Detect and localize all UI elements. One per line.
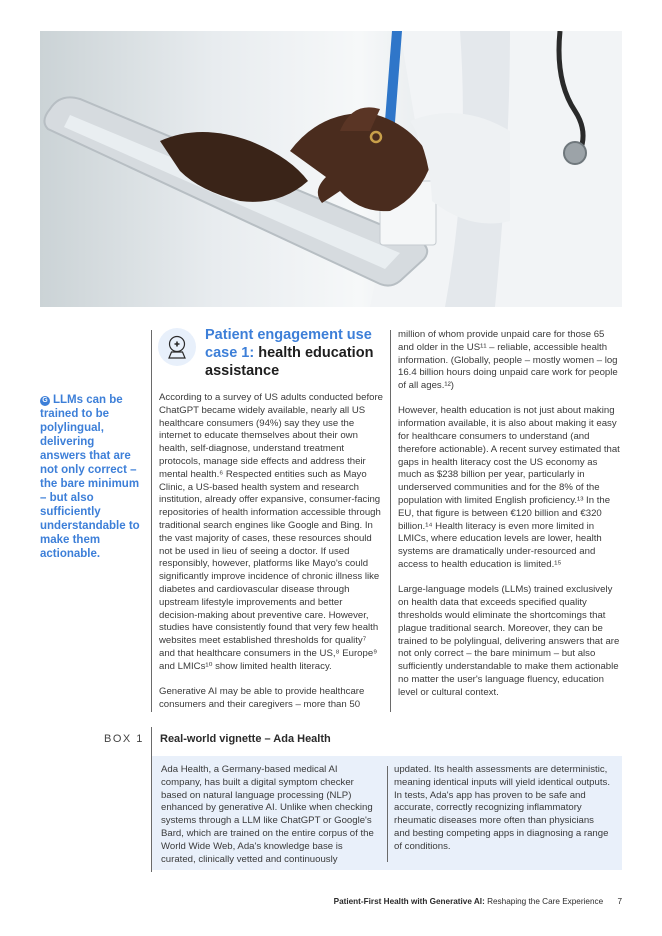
box-column-2: [394, 764, 612, 854]
box-label: BOX 1: [104, 733, 144, 745]
left-paragraph-1: According to a survey of US adults conducted before ChatGPT became widely available, nearly all US healthcare consumers (94%) say they use the internet to educate themselves about their own health, self-diagnose, understand treatment protocols, manage side effects and address their mental health.⁶ Respected entities such as Mayo Clinic, a US-based health system and research institution, already offer expansive, consumer-facing repositories of health information accessible through traditional search engines like Google and Bing. In the vast majority of cases, these resources should not be used in lieu of seeing a doctor. If used responsibly, however, platforms like Mayo's could significantly improve incidence of chronic illness like diabetes and cardiovascular disease through upstream lifestyle improvements and better decision-making about preventive care. However, studies have consistently found that very few health websites meet established thresholds for quality⁷ and that healthcare consumers in the US,⁸ Europe⁹ and LMICs¹⁰ show limited health literacy.: [159, 392, 383, 672]
middle-column-rule: [390, 330, 391, 712]
right-column: [398, 329, 622, 712]
section-heading-blue: Patient engagement use case 1:: [205, 327, 372, 361]
left-column-rule: [151, 330, 152, 712]
box-paragraph-2: updated. Its health assessments are deterministic, meaning identical inputs will yield identical outputs. In tests, Ada's app has proven to be safe and accurate, correctly recognizing inflammatory rheumatic diseases more often than physicians and besting competing apps in diagnosing a range of conditions.: [394, 764, 610, 852]
patient-engagement-icon: [158, 328, 196, 366]
section-heading: [205, 326, 385, 380]
footer-title-rest: Reshaping the Care Experience: [487, 897, 604, 906]
left-paragraph-2: Generative AI may be able to provide healthcare consumers and their caregivers – more than 50: [159, 686, 365, 710]
right-paragraph-1: million of whom provide unpaid care for those 65 and older in the US¹¹ – reliable, accessible health information. (Globally, people – mostly women – log 16.4 billion hours doing unpaid care work for people of all ages.¹²): [398, 329, 618, 392]
info-badge-icon: G: [40, 396, 50, 406]
pull-quote: [40, 393, 142, 561]
hero-photo-illustration: [40, 31, 622, 307]
pull-quote-text: LLMs can be trained to be polylingual, delivering answers that are not only correct – the bare minimum – but also sufficiently understandable to make them actionable.: [40, 394, 140, 560]
page-number: 7: [617, 897, 622, 906]
right-paragraph-3: Large-language models (LLMs) trained exclusively on health data that exceeds specified quality thresholds would eliminate the shortcomings that plague traditional search. Moreover, they can be trained to be polylingual, delivering answers that are not only correct – the bare minimum – but also sufficiently understandable to make them actionable no matter the user's language fluency, education level or cultural context.: [398, 584, 620, 698]
left-column: [159, 392, 383, 724]
box-column-divider: [387, 766, 388, 862]
page-footer: [334, 897, 622, 906]
footer-title-bold: Patient-First Health with Generative AI:: [333, 897, 485, 906]
hero-photo: [40, 31, 622, 307]
right-paragraph-2: However, health education is not just about making information available, it is also about making it easy for healthcare consumers to understand (and therefore actionable). A recent survey estimated that gaps in health literacy cost the US economy as much as $238 billion per year, particularly in underserved communities and for the 8% of the population with limited English proficiency.¹³ In the EU, that figure is between €120 billion and €320 billion.¹⁴ Health literacy is even more limited in LMICs, where education levels are lower, health systems are dramatically under-resourced and access to health education is limited.¹⁵: [398, 405, 620, 571]
box-title: Real-world vignette – Ada Health: [160, 733, 331, 745]
section-heading-dark: health education assistance: [205, 345, 374, 379]
box-paragraph-1: Ada Health, a Germany-based medical AI company, has built a digital symptom checker based on natural language processing (NLP) enhanced by generative AI. Unlike when checking systems through a LLM like ChatGPT or Google's Bard, which are trained on the entire corpus of the World Wide Web, Ada's knowledge base is curated, clinically vetted and continuously: [161, 764, 374, 865]
vignette-box: [152, 756, 622, 870]
box-column-1: [161, 764, 379, 866]
